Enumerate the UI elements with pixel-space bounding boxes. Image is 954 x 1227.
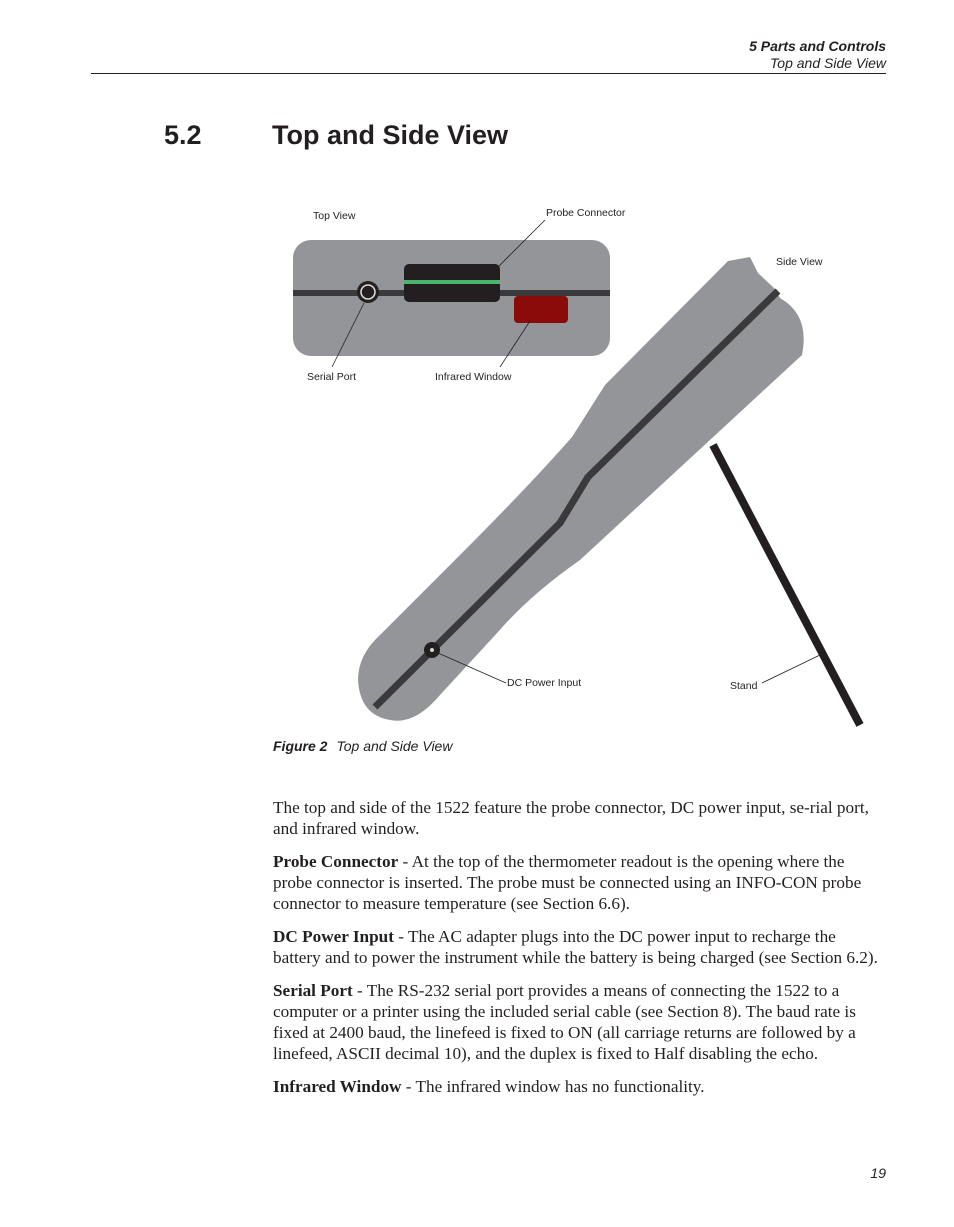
figure-caption bbox=[273, 738, 452, 754]
figure-caption-text: Top and Side View bbox=[336, 738, 453, 754]
body-text bbox=[273, 797, 887, 1109]
serial-port-paragraph bbox=[273, 980, 887, 1064]
label-serial-port: Serial Port bbox=[307, 371, 357, 383]
label-side-view: Side View bbox=[776, 256, 823, 268]
label-dc-power-input: DC Power Input bbox=[507, 677, 582, 689]
infrared-window-term: Infrared Window bbox=[273, 1077, 402, 1096]
running-header bbox=[749, 38, 886, 72]
probe-connector-term: Probe Connector bbox=[273, 852, 399, 871]
label-stand: Stand bbox=[730, 680, 758, 692]
figure-top-side-view bbox=[280, 195, 880, 735]
label-infrared-window: Infrared Window bbox=[435, 371, 512, 383]
infrared-window bbox=[514, 296, 568, 323]
label-probe-connector: Probe Connector bbox=[546, 207, 626, 219]
page-number: 19 bbox=[870, 1165, 886, 1181]
header-chapter: 5 Parts and Controls bbox=[749, 38, 886, 54]
section-number: 5.2 bbox=[164, 120, 202, 150]
header-rule bbox=[91, 73, 886, 74]
figure-caption-label: Figure 2 bbox=[273, 738, 328, 754]
dc-power-input-paragraph bbox=[273, 926, 887, 968]
infrared-window-paragraph bbox=[273, 1076, 887, 1097]
probe-connector-stripe bbox=[404, 280, 500, 284]
dc-power-input-pin bbox=[430, 648, 434, 652]
leader-stand bbox=[762, 655, 820, 683]
section-title: Top and Side View bbox=[272, 120, 509, 150]
header-section: Top and Side View bbox=[770, 55, 886, 71]
label-top-view: Top View bbox=[313, 210, 356, 222]
dc-power-input-desc: - The AC adapter plugs into the DC power input to recharge the battery and to power the instrument while the battery is being charged (see Section 6.2). bbox=[273, 927, 878, 967]
probe-connector-paragraph bbox=[273, 851, 887, 914]
serial-port-desc: - The RS-232 serial port provides a means of connecting the 1522 to a computer or a printer using the included serial cable (see Section 8). The baud rate is fixed at 2400 baud, the linefeed is fixed to ON (all carriage returns are followed by a linefeed, ASCII decimal 10), and the duplex is fixed to Half disabling the echo. bbox=[273, 981, 856, 1063]
serial-port-term: Serial Port bbox=[273, 981, 353, 1000]
probe-connector-desc: - At the top of the thermometer readout is the opening where the probe connector is inserted. The probe must be connected using an INFO-CON probe connector to measure temperature (see Section 6.6). bbox=[273, 852, 862, 913]
dc-power-input-term: DC Power Input bbox=[273, 927, 394, 946]
infrared-window-desc: - The infrared window has no functionality. bbox=[401, 1077, 705, 1096]
intro-paragraph: The top and side of the 1522 feature the probe connector, DC power input, se-rial port, and infrared window. bbox=[273, 798, 869, 838]
